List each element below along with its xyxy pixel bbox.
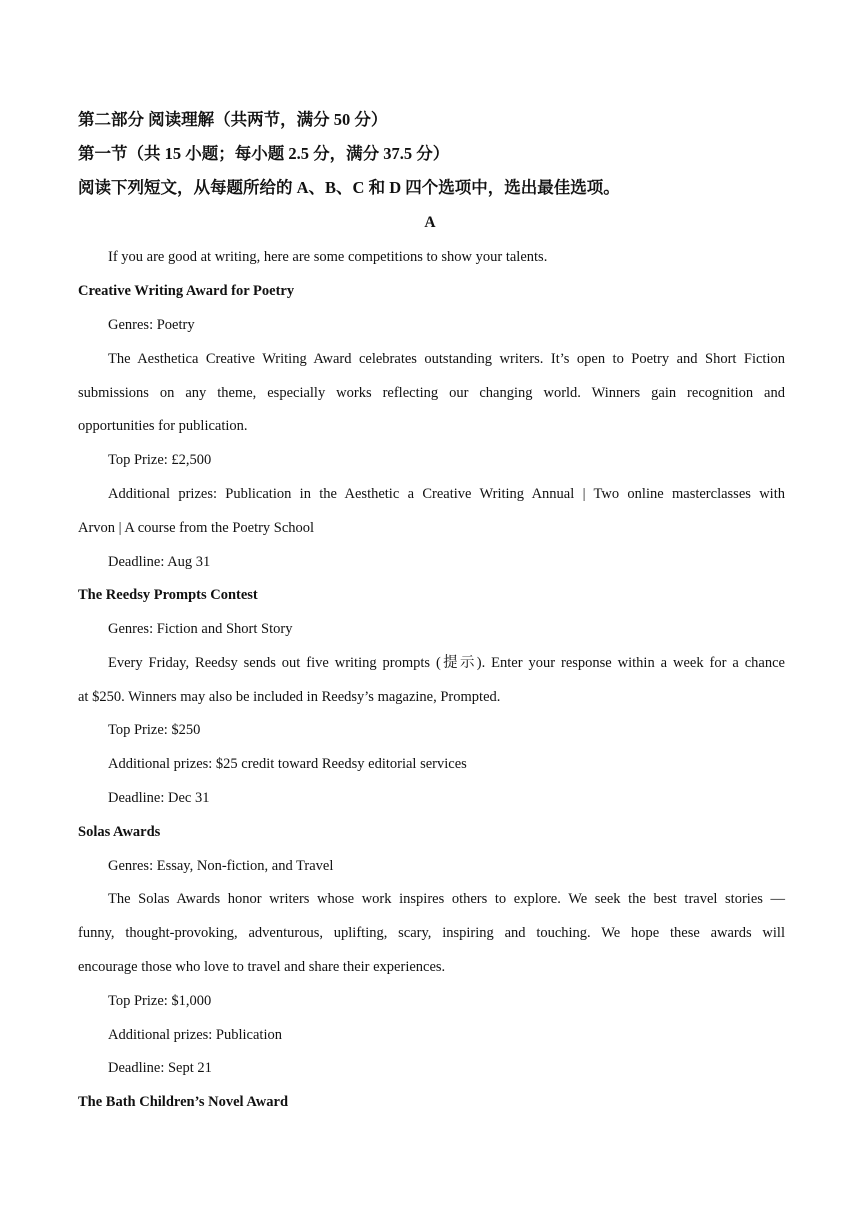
competition-title: The Reedsy Prompts Contest — [78, 587, 258, 603]
competition-description-line: The Aesthetica Creative Writing Award celebrates outstanding writers. It’s open to Poetry and Short Fiction — [108, 351, 785, 367]
intro-paragraph: If you are good at writing, here are some competitions to show your talents. — [108, 249, 548, 265]
competition-description-line: submissions on any theme, especially works reflecting our changing world. Winners gain recognition and — [78, 385, 785, 401]
competition-top-prize: Top Prize: $250 — [108, 722, 201, 738]
part-title: 第二部分 阅读理解（共两节，满分 50 分） — [78, 110, 388, 129]
competition-title: Solas Awards — [78, 824, 161, 840]
competition-deadline: Deadline: Aug 31 — [108, 554, 211, 570]
competition-title: Creative Writing Award for Poetry — [78, 283, 295, 299]
competition-title: The Bath Children’s Novel Award — [78, 1094, 289, 1110]
competition-description-line: Every Friday, Reedsy sends out five writing prompts (提示). Enter your response within a week for a chance — [108, 655, 785, 671]
passage-label: A — [424, 214, 436, 231]
competition-genres: Genres: Fiction and Short Story — [108, 621, 293, 637]
competition-additional-prizes: Additional prizes: Publication — [108, 1027, 282, 1043]
competition-description-line: funny, thought-provoking, adventurous, uplifting, scary, inspiring and touching. We hope these awards will — [78, 925, 785, 941]
competition-additional-prizes: Additional prizes: $25 credit toward Reedsy editorial services — [108, 756, 467, 772]
competition-description-line: The Solas Awards honor writers whose work inspires others to explore. We seek the best travel stories — — [108, 891, 785, 907]
competition-deadline: Deadline: Sept 21 — [108, 1060, 212, 1076]
competition-deadline: Deadline: Dec 31 — [108, 790, 210, 806]
competition-genres: Genres: Poetry — [108, 317, 195, 333]
section-title: 第一节（共 15 小题；每小题 2.5 分，满分 37.5 分） — [78, 144, 450, 163]
competition-top-prize: Top Prize: £2,500 — [108, 452, 212, 468]
competition-additional-prizes-line: Arvon | A course from the Poetry School — [78, 520, 315, 536]
competition-genres: Genres: Essay, Non-fiction, and Travel — [108, 858, 334, 874]
competition-description-line: at $250. Winners may also be included in Reedsy’s magazine, Prompted. — [78, 689, 501, 705]
competition-additional-prizes-line: Additional prizes: Publication in the Aesthetic a Creative Writing Annual | Two online masterclasses with — [108, 486, 785, 502]
instruction: 阅读下列短文，从每题所给的 A、B、C 和 D 四个选项中，选出最佳选项。 — [78, 178, 620, 197]
competition-top-prize: Top Prize: $1,000 — [108, 993, 212, 1009]
competition-description-line: opportunities for publication. — [78, 418, 248, 434]
competition-description-line: encourage those who love to travel and share their experiences. — [78, 959, 446, 975]
